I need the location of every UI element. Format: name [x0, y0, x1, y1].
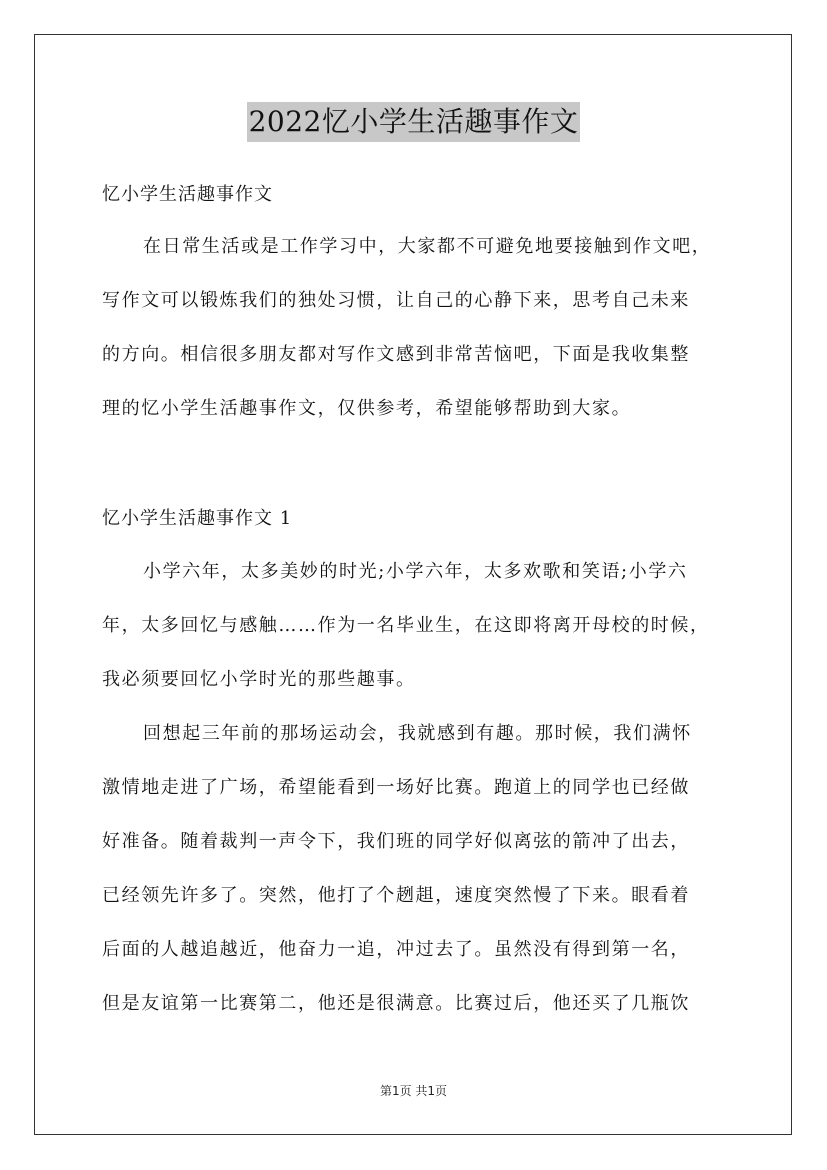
paragraph-line: 在日常生活或是工作学习中，大家都不可避免地要接触到作文吧， — [143, 236, 712, 257]
paragraph-1 — [102, 545, 722, 707]
paragraph-line: 回想起三年前的那场运动会，我就感到有趣。那时候，我们满怀 — [143, 723, 692, 744]
paragraph-line: 好准备。随着裁判一声令下，我们班的同学好似离弦的箭冲了出去， — [102, 831, 690, 852]
paragraph-line: 小学六年，太多美妙的时光;小学六年，太多欢歌和笑语;小学六 — [143, 561, 688, 582]
paragraph-line: 写作文可以锻炼我们的独处习惯，让自己的心静下来，思考自己未来 — [102, 290, 690, 311]
paragraph-line: 已经领先许多了。突然，他打了个趔趄，速度突然慢了下来。眼看着 — [102, 885, 690, 906]
title-container — [0, 102, 827, 142]
paragraph-line: 的方向。相信很多朋友都对写作文感到非常苦恼吧，下面是我收集整 — [102, 344, 690, 365]
paragraph-line: 激情地走进了广场，希望能看到一场好比赛。跑道上的同学也已经做 — [102, 777, 690, 798]
paragraph-line: 理的忆小学生活趣事作文，仅供参考，希望能够帮助到大家。 — [102, 398, 632, 419]
document-title: 2022忆小学生活趣事作文 — [247, 102, 581, 142]
section-heading: 忆小学生活趣事作文 1 — [102, 508, 293, 529]
section-heading: 忆小学生活趣事作文 — [102, 184, 273, 205]
paragraph-line: 后面的人越追越近，他奋力一追，冲过去了。虽然没有得到第一名， — [102, 939, 690, 960]
paragraph-line: 但是友谊第一比赛第二，他还是很满意。比赛过后，他还买了几瓶饮 — [102, 993, 690, 1014]
paragraph-2 — [102, 707, 722, 1031]
intro-paragraph — [102, 220, 722, 436]
paragraph-line: 我必须要回忆小学时光的那些趣事。 — [102, 669, 416, 690]
paragraph-line: 年，太多回忆与感触……作为一名毕业生，在这即将离开母校的时候， — [102, 615, 710, 636]
page-number-footer: 第1页 共1页 — [379, 1084, 448, 1098]
